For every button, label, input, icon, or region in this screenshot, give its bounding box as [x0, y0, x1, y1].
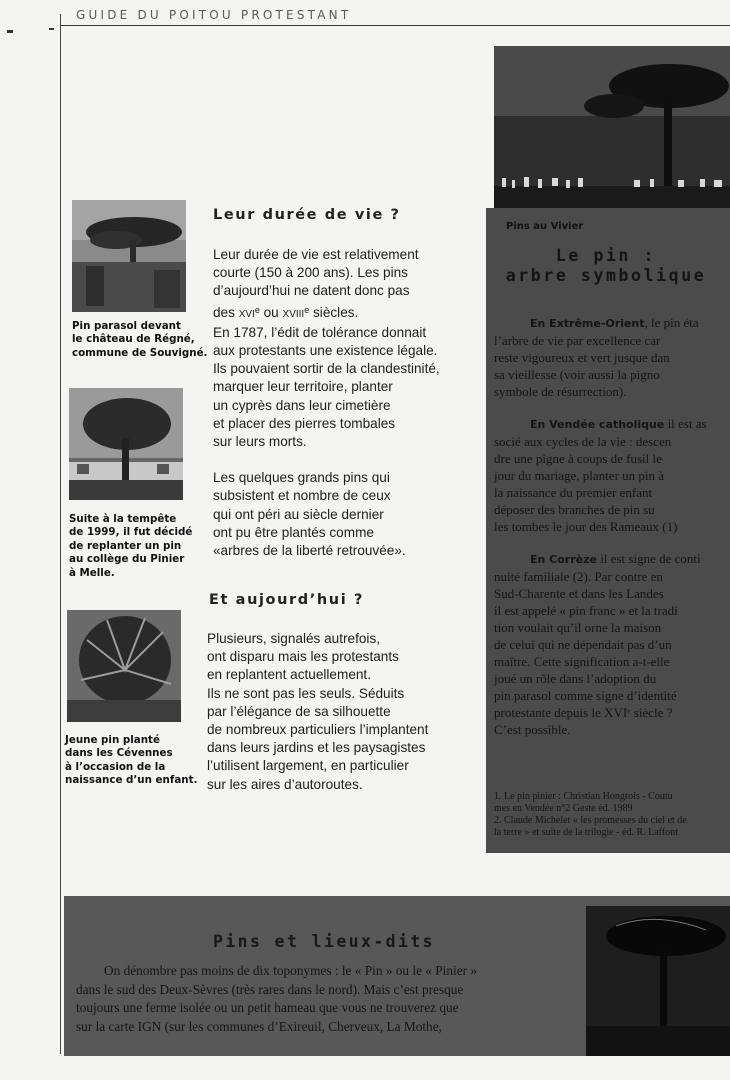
text-line: «arbres de la liberté retrouvée».: [213, 543, 406, 559]
footnote-line: 1. Le pin pinier : Christian Hongrois - Coutu: [494, 791, 673, 802]
photo-pine-silhouette: [586, 906, 730, 1056]
caption-line: dans les Cévennes: [65, 747, 173, 760]
text-line: un cyprès dans leur cimetière: [213, 397, 391, 413]
text-line: la naissance du premier enfant: [494, 485, 653, 500]
text-line: symbole de résurrection).: [494, 384, 627, 399]
caption-line: au collège du Pinier: [69, 553, 185, 566]
photo-parasol-pine-regne: [72, 200, 186, 312]
keyword: En Vendée catholique: [530, 418, 665, 431]
scan-mark: [7, 30, 13, 33]
text-line: C’est possible.: [494, 722, 571, 737]
text-line: socié aux cycles de la vie : descen: [494, 434, 672, 449]
text-line: dans le sud des Deux-Sèvres (très rares dans le nord). Mais c’est presque: [76, 981, 464, 997]
caption-photo-3: [65, 734, 197, 788]
box-title: Pins et lieux-dits: [212, 932, 435, 951]
text-line: déposer des branches de pin su: [494, 502, 655, 517]
text-et-aujourdhui: [207, 630, 477, 794]
text-line: marquer leur territoire, planter: [213, 379, 393, 395]
text-line: nuité familiale (2). Par contre en: [494, 569, 663, 584]
text-line: Ils pouvaient sortir de la clandestinité,: [213, 361, 440, 377]
caption-line: naissance d’un enfant.: [65, 774, 198, 787]
text-line: il est appelé « pin franc » et la tradi: [494, 603, 678, 618]
box-pins-et-lieux-dits: [64, 896, 730, 1056]
roman-numeral: XVIII: [282, 308, 305, 320]
text-line: protestante depuis le XVIᵉ siècle ?: [494, 705, 673, 720]
text-line: courte (150 à 200 ans). Les pins: [213, 265, 408, 281]
text-line: pin parasol comme signe d’identité: [494, 688, 677, 703]
footnote-line: la terre » et suite de la trilogie - éd. R. Laffont: [494, 827, 678, 838]
sidebar-text: [494, 314, 730, 753]
footnote-line: mes en Vendée n°2 Geste éd. 1989: [494, 803, 633, 814]
text-line: dans leurs jardins et les paysagistes: [207, 740, 426, 756]
heading-duree-de-vie: Leur durée de vie ?: [213, 207, 401, 223]
text-line: reste vigoureux et vert jusque dan: [494, 350, 670, 365]
caption-line: à l’occasion de la: [65, 760, 166, 773]
text-line: joué un rôle dans l’adoption du: [494, 671, 657, 686]
text-line: subsistent et nombre de ceux: [213, 488, 391, 504]
heading-et-aujourdhui: Et aujourd’hui ?: [209, 592, 364, 608]
text-line: En 1787, l’édit de tolérance donnait: [213, 324, 427, 340]
text-line: l’utilisent largement, en particulier: [207, 758, 409, 774]
sidebar-title: [486, 246, 726, 286]
text-line: sur les aires d’autoroutes.: [207, 776, 363, 792]
photo-caption-pins-au-vivier: Pins au Vivier: [506, 221, 584, 232]
text-line: il est as: [664, 416, 707, 431]
text-line: Ils ne sont pas les seuls. Séduits: [207, 685, 405, 701]
box-text: [76, 962, 596, 1036]
margin-rule: [60, 14, 61, 1054]
text-line: tion voulait qu’il orne la maison: [494, 620, 662, 635]
sidebar-pin-symbolique: [486, 208, 730, 853]
footnote-line: 2. Claude Michelet « les promesses du ciel et de: [494, 815, 687, 826]
caption-line: le château de Régné,: [72, 333, 195, 346]
text-line: dre une pigne à coups de fusil le: [494, 451, 662, 466]
text-line: par l’élégance de sa silhouette: [207, 703, 391, 719]
photo-young-pine-cevennes: [67, 610, 181, 722]
text-line: jour du mariage, planter un pin à: [494, 468, 665, 483]
text-fragment: ou: [259, 304, 283, 320]
caption-line: commune de Souvigné.: [72, 346, 208, 359]
superscript: e: [304, 304, 310, 315]
text-line: Sud-Charente et dans les Landes: [494, 586, 664, 601]
keyword: En Corrèze: [530, 553, 597, 566]
header-rule: [60, 25, 730, 26]
keyword: En Extrême-Orient: [530, 317, 645, 330]
text-line: maître. Cette signification a-t-elle: [494, 654, 670, 669]
text-fragment: des: [213, 304, 239, 320]
text-line: On dénombre pas moins de dix toponymes : le « Pin » ou le « Pinier »: [104, 963, 478, 978]
text-fragment: siècles.: [309, 304, 359, 320]
text-line: d’aujourd’hui ne datent donc pas: [213, 283, 410, 299]
caption-photo-2: [69, 513, 192, 580]
text-line: l’arbre de vie par excellence car: [494, 333, 661, 348]
caption-photo-1: [72, 320, 207, 360]
text-line: , le pin éta: [644, 315, 699, 330]
caption-line: de replanter un pin: [69, 539, 182, 552]
sidebar-title-line: Le pin :: [555, 246, 657, 265]
photo-pine-college-pinier: [69, 388, 183, 500]
superscript: e: [254, 304, 260, 315]
text-line: ont pu être plantés comme: [213, 524, 374, 540]
caption-line: Suite à la tempête: [69, 513, 177, 525]
running-header: GUIDE DU POITOU PROTESTANT: [76, 8, 352, 22]
text-line: les tombes le jour des Rameaux (1): [494, 519, 678, 534]
text-line: ont disparu mais les protestants: [207, 649, 399, 665]
text-line: Leur durée de vie est relativement: [213, 247, 419, 262]
text-line: en replantent actuellement.: [207, 667, 371, 683]
text-duree-de-vie: [213, 246, 483, 578]
text-line: sa vieillesse (voir aussi la pigno: [494, 367, 660, 382]
text-line: sur leurs morts.: [213, 434, 307, 450]
text-line: aux protestants une existence légale.: [213, 343, 438, 359]
text-line: toujours une ferme isolée ou un petit hameau que vous ne trouverez que: [76, 1000, 459, 1015]
scan-mark: [49, 28, 54, 30]
sidebar-title-line: arbre symbolique: [505, 266, 707, 285]
text-line: Les quelques grands pins qui: [213, 470, 390, 486]
caption-line: Pin parasol devant: [72, 320, 181, 332]
text-line: sur la carte IGN (sur les communes d’Exireuil, Cherveux, La Mothe,: [76, 1018, 442, 1034]
text-line: et placer des pierres tombales: [213, 415, 396, 431]
text-line: de celui qui ne dépendait pas d’un: [494, 637, 672, 652]
text-line: qui ont péri au siècle dernier: [213, 506, 384, 522]
photo-pins-au-vivier: [494, 46, 730, 208]
caption-line: à Melle.: [69, 566, 115, 579]
caption-line: de 1999, il fut décidé: [69, 526, 193, 539]
text-line: il est signe de conti: [596, 551, 701, 566]
text-line: Plusieurs, signalés autrefois,: [207, 631, 381, 646]
caption-line: Jeune pin planté: [65, 734, 160, 746]
roman-numeral: XVI: [238, 308, 255, 320]
text-line: de nombreux particuliers l’implantent: [207, 722, 429, 738]
sidebar-footnotes: [494, 791, 730, 839]
